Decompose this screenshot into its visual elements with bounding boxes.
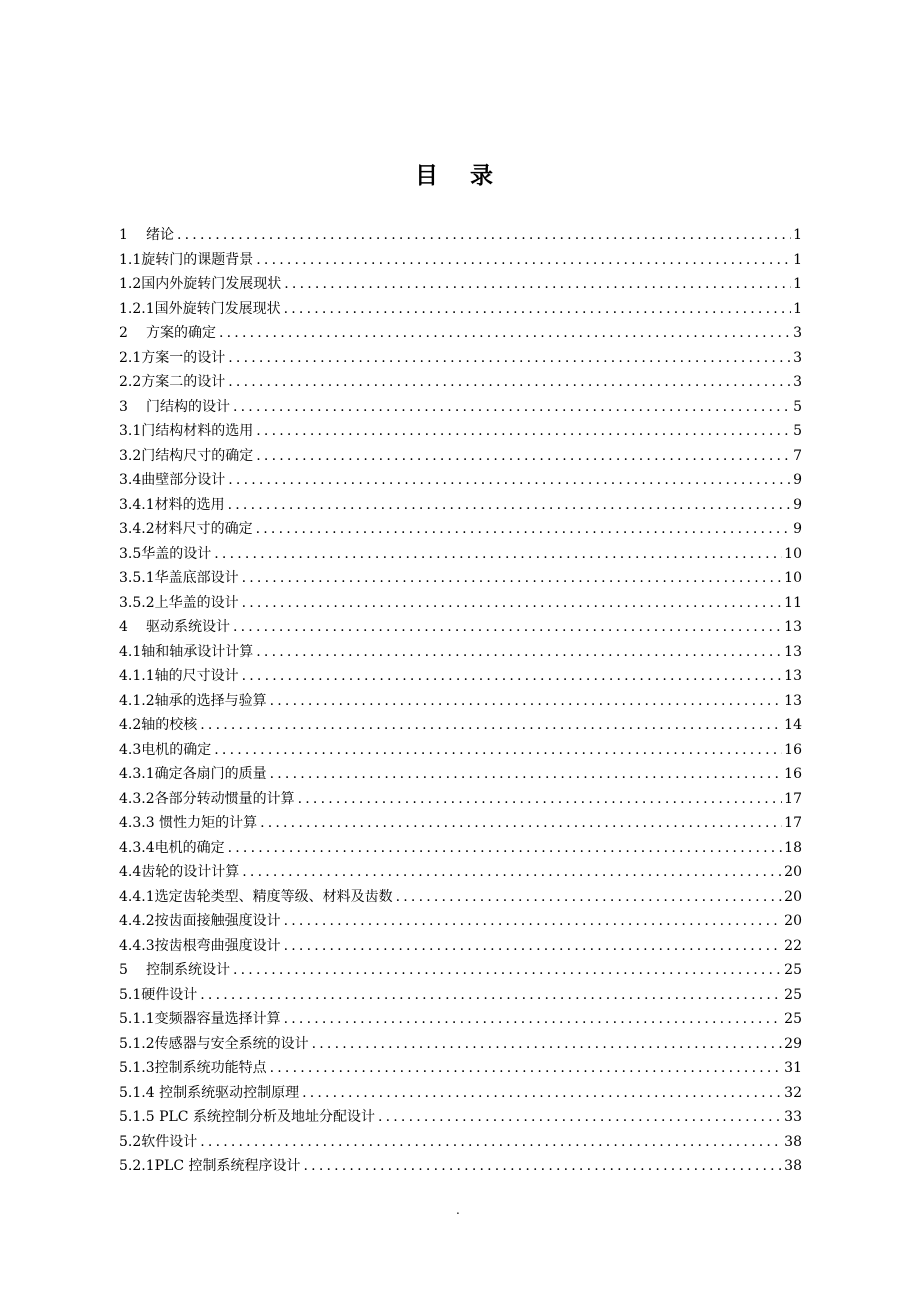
- toc-entry-label: [119, 911, 281, 931]
- toc-entry-number: 3.5.1: [119, 570, 155, 586]
- toc-dot-leader: [256, 250, 791, 270]
- toc-entry-title: 控制系统驱动控制原理: [154, 1084, 300, 1101]
- toc-entry-number: 4: [119, 619, 128, 635]
- toc-entry-label: [119, 593, 239, 613]
- toc-entry[interactable]: [119, 1132, 802, 1157]
- toc-entry-number: 4.4.3: [119, 937, 155, 954]
- toc-entry-title: 曲壁部分设计: [141, 472, 226, 488]
- toc-entry-number: 1: [119, 227, 128, 243]
- toc-entry[interactable]: [119, 299, 802, 324]
- toc-entry-label: [119, 274, 281, 294]
- toc-dot-leader: [302, 1083, 782, 1103]
- toc-page-number: 5: [793, 423, 802, 439]
- toc-entry-label: [119, 1132, 197, 1152]
- toc-entry-number: 5.2: [119, 1133, 142, 1150]
- toc-page-number: 5: [793, 398, 802, 415]
- toc-entry-label: [119, 715, 197, 735]
- toc-entry-number: 3.4.2: [119, 521, 155, 537]
- toc-entry-label: [119, 642, 253, 662]
- toc-dot-leader: [304, 1156, 783, 1176]
- toc-entry-number: 5.1.2: [119, 1035, 155, 1052]
- page-title: 目 录: [414, 163, 505, 189]
- toc-dot-leader: [214, 544, 782, 564]
- toc-entry-label: [119, 666, 239, 686]
- toc-entry-title: 惯性力矩的计算: [154, 815, 258, 831]
- toc-dot-leader: [242, 666, 783, 686]
- toc-entry-number: 4.3: [119, 741, 142, 758]
- toc-dot-leader: [214, 740, 782, 760]
- toc-page-number: 3: [793, 349, 802, 366]
- toc-entry-number: 5.1: [119, 986, 142, 1003]
- toc-entry-label: [119, 397, 230, 417]
- toc-entry-label: [119, 225, 174, 245]
- toc-dot-leader: [256, 421, 791, 441]
- toc-entry[interactable]: [119, 1058, 802, 1083]
- toc-entry-title: 方案二的设计: [141, 374, 226, 390]
- toc-entry-title: 旋转门的课题背景: [141, 251, 254, 268]
- toc-dot-leader: [256, 642, 782, 662]
- toc-entry-number: 1.1: [119, 251, 142, 268]
- toc-entry-title: 材料尺寸的确定: [154, 521, 253, 537]
- toc-page-number: 9: [793, 472, 802, 488]
- toc-page-number: 13: [784, 643, 802, 660]
- toc-entry-label: [119, 1058, 267, 1078]
- toc-entry-title: 华盖底部设计: [154, 570, 239, 586]
- toc-dot-leader: [396, 887, 783, 907]
- toc-entry-number: 1.2: [119, 276, 142, 292]
- toc-entry-label: [119, 544, 211, 564]
- toc-dot-leader: [284, 936, 783, 956]
- toc-entry-title: 电机的确定: [141, 741, 212, 758]
- toc-entry-label: [119, 862, 239, 882]
- toc-entry[interactable]: [119, 274, 802, 299]
- toc-entry-label: [119, 617, 230, 637]
- toc-entry-title: 门结构材料的选用: [141, 423, 254, 439]
- toc-page-number: 31: [784, 1060, 802, 1076]
- toc-page-number: 1: [793, 227, 802, 243]
- toc-entry[interactable]: [119, 887, 802, 912]
- toc-entry-label: [119, 789, 295, 809]
- toc-page-number: 10: [784, 570, 802, 586]
- toc-entry[interactable]: [119, 715, 802, 740]
- toc-dot-leader: [233, 960, 782, 980]
- toc-entry-number: 4.3.1: [119, 766, 155, 782]
- toc-entry[interactable]: [119, 372, 802, 397]
- toc-dot-leader: [228, 372, 791, 392]
- toc-dot-leader: [270, 691, 783, 711]
- toc-page-number: 1: [793, 300, 802, 317]
- toc-entry[interactable]: [119, 348, 802, 373]
- toc-entry-number: 2.1: [119, 349, 142, 366]
- toc-page-number: 3: [793, 325, 802, 341]
- toc-entry[interactable]: [119, 544, 802, 569]
- toc-page-number: 25: [784, 962, 802, 978]
- toc-entry-title: 轴的尺寸设计: [154, 668, 239, 684]
- toc-page-number: 22: [784, 937, 802, 954]
- toc-entry-label: [119, 691, 267, 711]
- toc-page-number: 17: [784, 790, 802, 807]
- toc-entry-number: 5.2.: [119, 1158, 146, 1174]
- toc-page-number: 11: [784, 594, 802, 611]
- toc-page-number: 32: [784, 1084, 802, 1101]
- toc-dot-leader: [284, 299, 791, 319]
- toc-entry-number: 3.4: [119, 472, 142, 488]
- toc-entry[interactable]: [119, 936, 802, 961]
- toc-page-number: 1: [793, 276, 802, 292]
- toc-entry[interactable]: [119, 1034, 802, 1059]
- toc-entry-title: 按齿根弯曲强度设计: [154, 937, 281, 954]
- toc-entry-number: 4.3.3: [119, 815, 155, 831]
- toc-entry-title: 选定齿轮类型、精度等级、材料及齿数: [154, 888, 393, 905]
- toc-entry-label: [119, 740, 211, 760]
- toc-page-number: 9: [793, 521, 802, 537]
- toc-page-number: 38: [784, 1158, 802, 1174]
- toc-entry-title: 方案一的设计: [141, 349, 226, 366]
- toc-entry[interactable]: [119, 813, 802, 838]
- toc-entry-number: 4.4: [119, 864, 142, 880]
- toc-entry-title: 轴和轴承设计计算: [141, 643, 254, 660]
- toc-page-number: 29: [784, 1035, 802, 1052]
- toc-entry-title: 电机的确定: [154, 839, 225, 856]
- toc-entry-number: 5.1.4: [119, 1084, 155, 1101]
- toc-entry-label: [119, 1034, 309, 1054]
- toc-entry-label: [119, 764, 267, 784]
- toc-entry-label: [119, 960, 230, 980]
- footer-dot: .: [456, 1203, 460, 1217]
- toc-page-number: 1: [793, 251, 802, 268]
- toc-entry-title: 轴承的选择与验算: [154, 692, 267, 709]
- toc-page-number: 9: [793, 496, 802, 513]
- toc-dot-leader: [270, 764, 783, 784]
- toc-entry-label: [119, 250, 253, 270]
- toc-page-number: 3: [793, 374, 802, 390]
- toc-entry-number: 3: [119, 398, 128, 415]
- toc-entry-number: 4.1.1: [119, 668, 155, 684]
- toc-page-number: 7: [793, 447, 802, 464]
- toc-entry[interactable]: [119, 862, 802, 887]
- toc-entry-title: 齿轮的设计计算: [141, 864, 240, 880]
- toc-entry-title: 驱动系统设计: [146, 619, 230, 635]
- toc-entry-title: 各部分转动惯量的计算: [154, 790, 295, 807]
- toc-dot-leader: [219, 323, 791, 343]
- toc-entry-title: 硬件设计: [141, 986, 198, 1003]
- toc-page-number: 20: [784, 864, 802, 880]
- toc-entry-number: 1.2.1: [119, 300, 155, 317]
- toc-dot-leader: [242, 862, 782, 882]
- toc-entry-title: 国内外旋转门发展现状: [141, 276, 282, 292]
- toc-chapter-entry[interactable]: [119, 225, 802, 250]
- table-of-contents: [119, 225, 802, 1181]
- toc-entry-label: [119, 495, 225, 515]
- toc-chapter-entry[interactable]: [119, 617, 802, 642]
- toc-page-number: 38: [784, 1133, 802, 1150]
- toc-dot-leader: [284, 911, 783, 931]
- toc-chapter-entry[interactable]: [119, 397, 802, 422]
- toc-entry-title: 软件设计: [141, 1133, 198, 1150]
- toc-page-number: 16: [784, 741, 802, 758]
- toc-page-number: 17: [784, 815, 802, 831]
- toc-entry-label: [119, 519, 253, 539]
- toc-entry[interactable]: [119, 593, 802, 618]
- toc-entry[interactable]: [119, 470, 802, 495]
- toc-entry-title: 方案的确定: [146, 325, 216, 341]
- toc-page-number: 20: [784, 913, 802, 929]
- toc-entry-number: 4.1.2: [119, 692, 155, 709]
- toc-entry-title: 上华盖的设计: [154, 594, 239, 611]
- toc-entry-number: 2.2: [119, 374, 142, 390]
- toc-entry-number: 4.4.1: [119, 888, 155, 905]
- toc-entry-title: 材料的选用: [154, 496, 225, 513]
- toc-dot-leader: [284, 1009, 783, 1029]
- toc-page-number: 13: [784, 668, 802, 684]
- toc-entry-number: 4.2: [119, 717, 142, 733]
- toc-entry-title: 1PLC 控制系统程序设计: [145, 1158, 301, 1174]
- toc-entry[interactable]: [119, 985, 802, 1010]
- toc-entry-number: 3.4.1: [119, 496, 155, 513]
- toc-entry-label: [119, 936, 281, 956]
- toc-entry-title: 门结构的设计: [146, 398, 230, 415]
- toc-entry-title: 按齿面接触强度设计: [154, 913, 281, 929]
- toc-entry[interactable]: [119, 911, 802, 936]
- toc-entry-label: [119, 813, 257, 833]
- toc-dot-leader: [284, 274, 791, 294]
- toc-entry-number: 5.1.3: [119, 1060, 155, 1076]
- toc-dot-leader: [270, 1058, 783, 1078]
- toc-dot-leader: [312, 1034, 783, 1054]
- toc-entry-title: 华盖的设计: [141, 545, 212, 562]
- toc-entry-number: 5.1.5: [119, 1109, 155, 1125]
- toc-page-number: 25: [784, 986, 802, 1003]
- toc-entry[interactable]: [119, 446, 802, 471]
- toc-entry[interactable]: [119, 421, 802, 446]
- toc-page-number: 20: [784, 888, 802, 905]
- toc-entry-title: 绪论: [146, 227, 174, 243]
- toc-entry-number: 4.4.2: [119, 913, 155, 929]
- toc-entry[interactable]: [119, 250, 802, 275]
- toc-entry-number: 3.5.2: [119, 594, 155, 611]
- toc-dot-leader: [260, 813, 782, 833]
- toc-entry-label: [119, 568, 239, 588]
- toc-page-number: 25: [784, 1011, 802, 1027]
- toc-dot-leader: [228, 470, 791, 490]
- toc-dot-leader: [177, 225, 791, 245]
- toc-entry-label: [119, 1156, 301, 1176]
- toc-entry-number: 4.1: [119, 643, 142, 660]
- toc-entry-title: 传感器与安全系统的设计: [154, 1035, 309, 1052]
- toc-entry-title: 国外旋转门发展现状: [154, 300, 281, 317]
- toc-dot-leader: [256, 446, 791, 466]
- toc-entry-label: [119, 348, 225, 368]
- toc-entry-title: 控制系统功能特点: [154, 1060, 267, 1076]
- toc-dot-leader: [228, 495, 791, 515]
- toc-entry-label: [119, 985, 197, 1005]
- toc-entry[interactable]: [119, 495, 802, 520]
- toc-dot-leader: [200, 715, 782, 735]
- toc-entry[interactable]: [119, 519, 802, 544]
- toc-entry-number: 2: [119, 325, 128, 341]
- toc-entry-label: [119, 1009, 281, 1029]
- toc-entry-number: 5: [119, 962, 128, 978]
- toc-page-number: 33: [784, 1109, 802, 1125]
- toc-entry-title: 变频器容量选择计算: [154, 1011, 281, 1027]
- toc-page-number: 16: [784, 766, 802, 782]
- toc-page-number: 13: [784, 692, 802, 709]
- toc-entry-number: 3.1: [119, 423, 142, 439]
- toc-entry[interactable]: [119, 691, 802, 716]
- toc-dot-leader: [228, 348, 791, 368]
- toc-entry[interactable]: [119, 764, 802, 789]
- toc-entry-number: 4.3.4: [119, 839, 155, 856]
- toc-dot-leader: [228, 838, 783, 858]
- toc-page-number: 13: [784, 619, 802, 635]
- toc-entry-title: PLC 系统控制分析及地址分配设计: [154, 1109, 375, 1125]
- toc-dot-leader: [200, 1132, 782, 1152]
- toc-entry-title: 门结构尺寸的确定: [141, 447, 254, 464]
- toc-entry-label: [119, 838, 225, 858]
- toc-entry-number: 4.3.2: [119, 790, 155, 807]
- toc-entry-label: [119, 323, 216, 343]
- toc-entry[interactable]: [119, 1009, 802, 1034]
- toc-entry[interactable]: [119, 642, 802, 667]
- toc-entry[interactable]: [119, 740, 802, 765]
- toc-dot-leader: [233, 617, 782, 637]
- toc-chapter-entry[interactable]: [119, 960, 802, 985]
- toc-entry-label: [119, 446, 253, 466]
- toc-page-number: 14: [784, 717, 802, 733]
- toc-entry-title: 控制系统设计: [146, 962, 230, 978]
- toc-dot-leader: [378, 1107, 782, 1127]
- toc-entry-title: 确定各扇门的质量: [154, 766, 267, 782]
- toc-entry-label: [119, 421, 253, 441]
- toc-entry-label: [119, 372, 225, 392]
- toc-page-number: 18: [784, 839, 802, 856]
- toc-entry-label: [119, 470, 225, 490]
- toc-entry[interactable]: [119, 666, 802, 691]
- toc-page-number: 10: [784, 545, 802, 562]
- toc-entry-number: 5.1.1: [119, 1011, 155, 1027]
- toc-entry[interactable]: [119, 568, 802, 593]
- toc-entry-label: [119, 299, 281, 319]
- toc-dot-leader: [242, 568, 783, 588]
- toc-entry-label: [119, 1107, 375, 1127]
- toc-dot-leader: [233, 397, 791, 417]
- toc-entry-number: 3.5: [119, 545, 142, 562]
- toc-dot-leader: [242, 593, 783, 613]
- toc-entry[interactable]: [119, 789, 802, 814]
- toc-dot-leader: [256, 519, 791, 539]
- toc-entry[interactable]: [119, 838, 802, 863]
- toc-entry-number: 3.2: [119, 447, 142, 464]
- toc-chapter-entry[interactable]: [119, 323, 802, 348]
- toc-entry-label: [119, 1083, 299, 1103]
- toc-dot-leader: [200, 985, 782, 1005]
- toc-entry-title: 轴的校核: [141, 717, 198, 733]
- toc-entry[interactable]: [119, 1156, 802, 1181]
- toc-entry[interactable]: [119, 1107, 802, 1132]
- toc-entry-label: [119, 887, 393, 907]
- toc-entry[interactable]: [119, 1083, 802, 1108]
- toc-dot-leader: [298, 789, 783, 809]
